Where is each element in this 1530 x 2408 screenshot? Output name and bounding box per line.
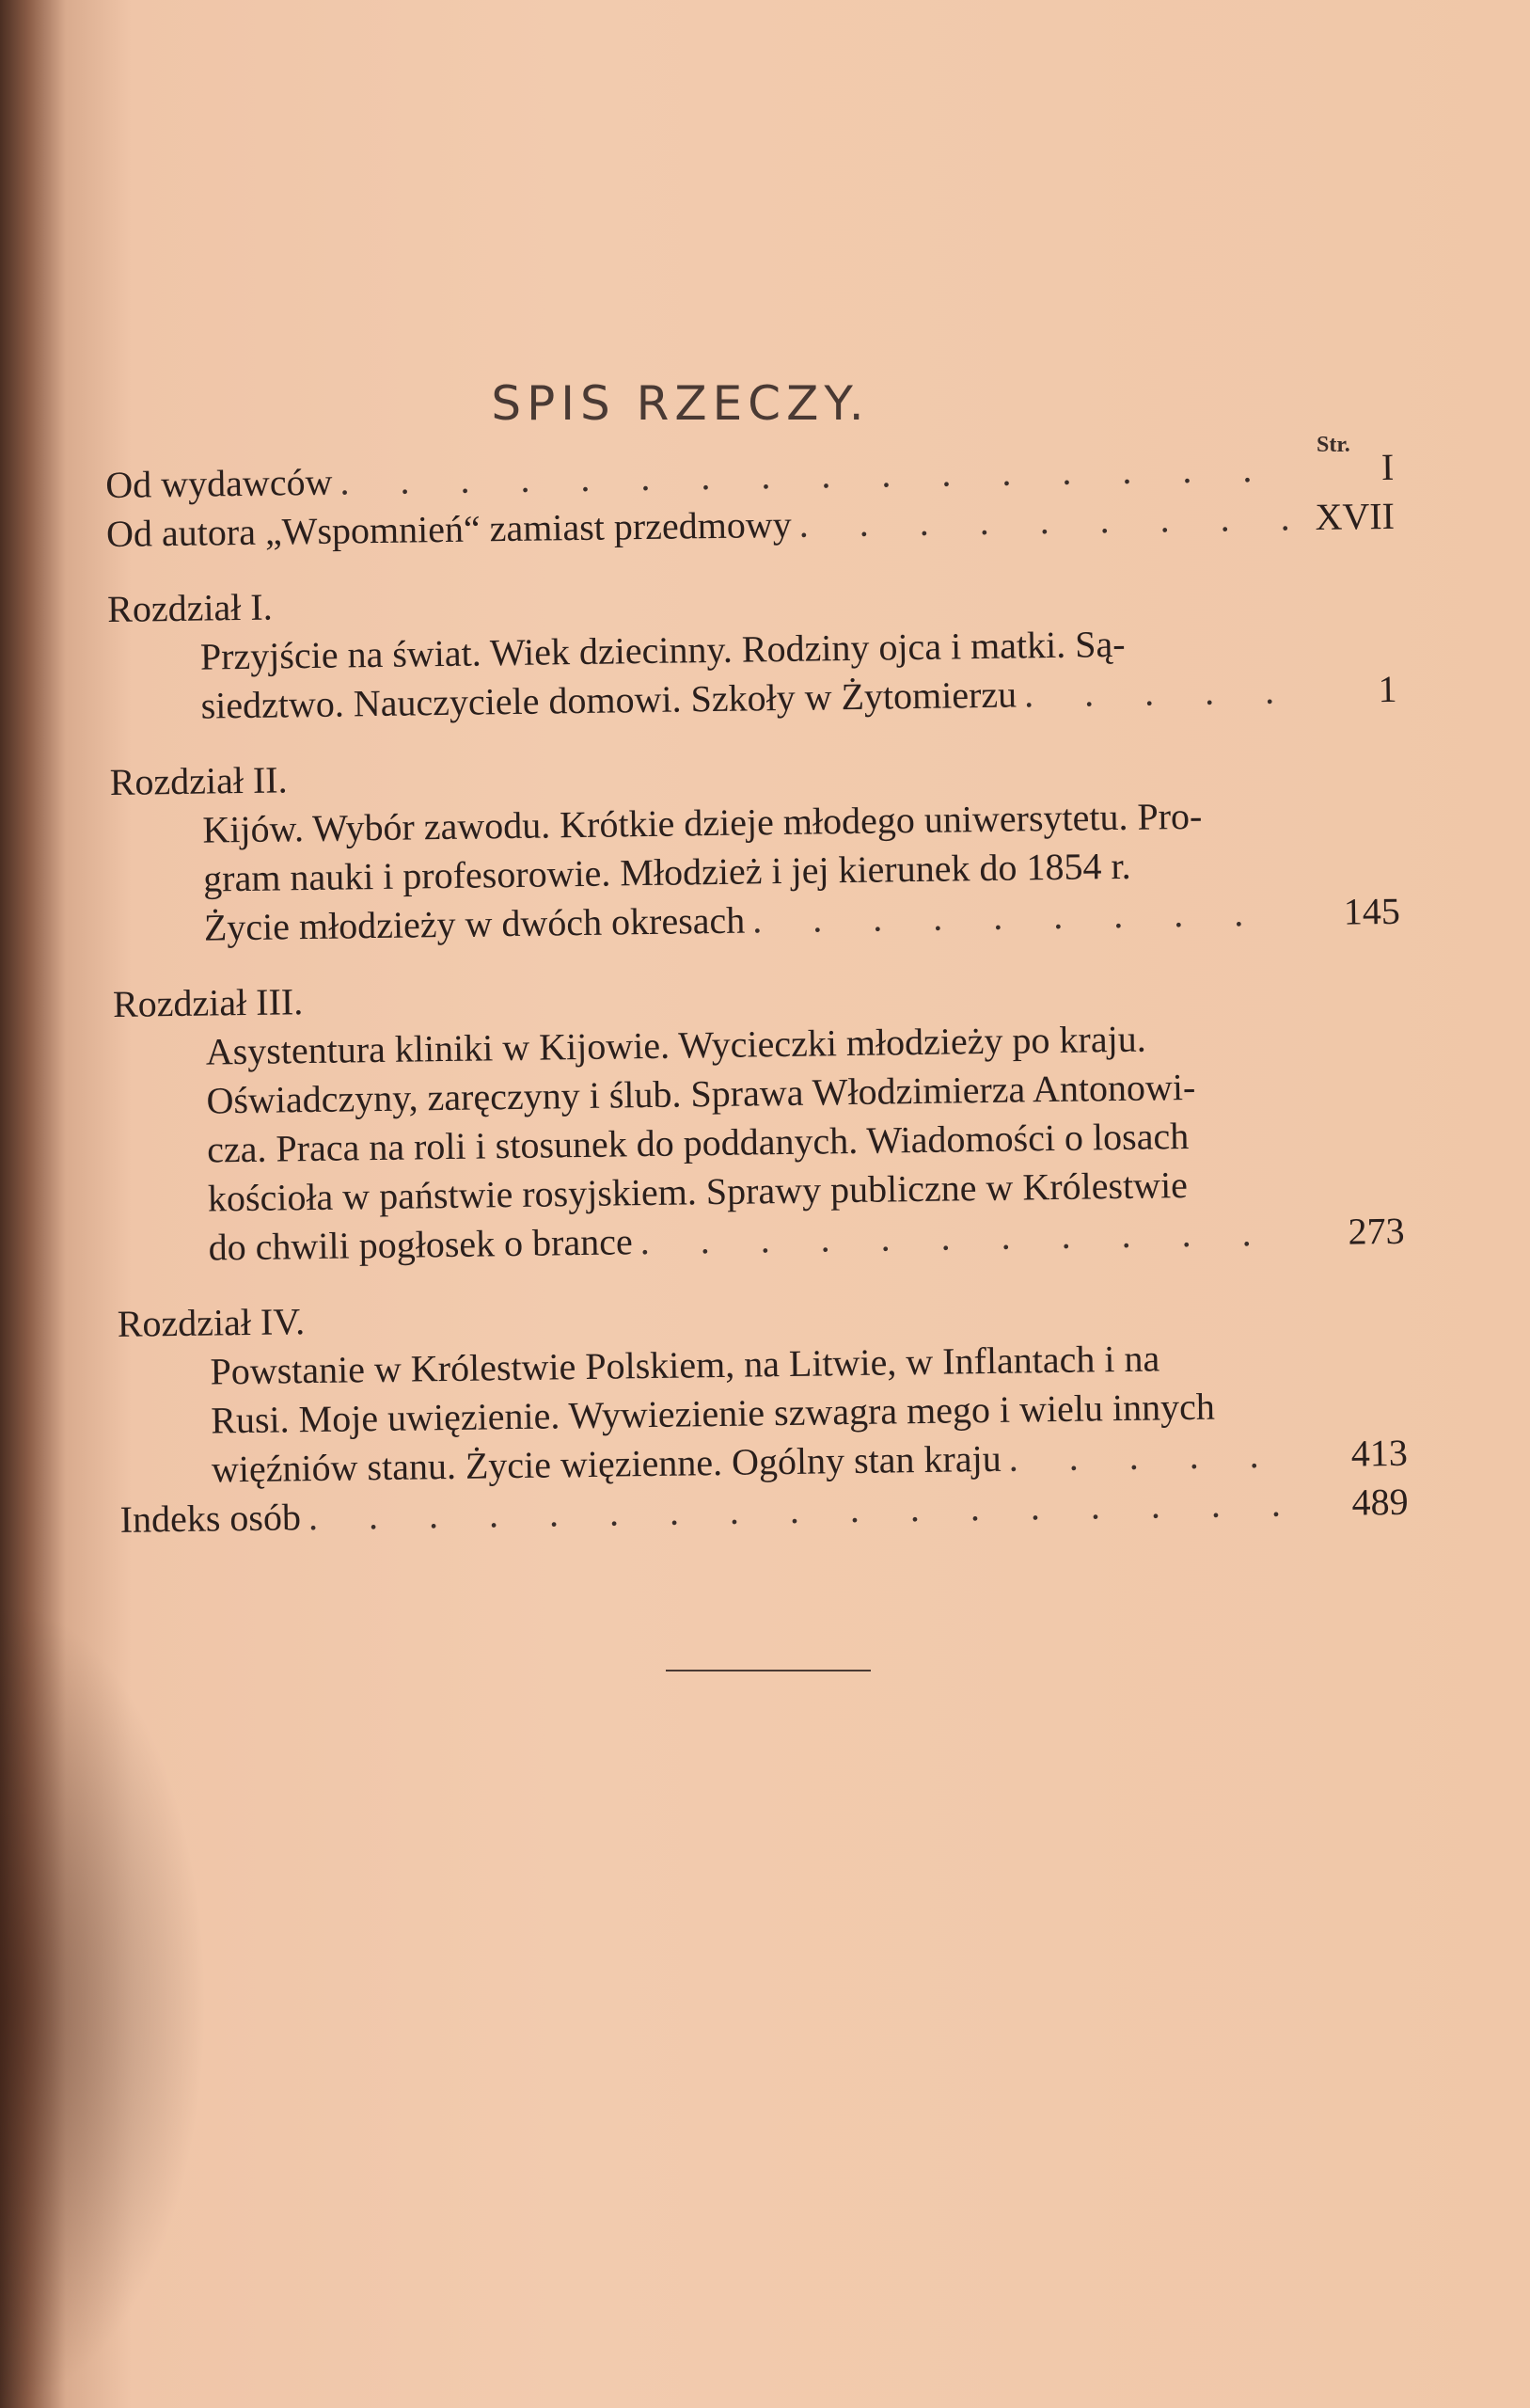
chapter-heading-text: Rozdział I. [106,585,273,630]
summary-text: gram nauki i profesorowie. Młodzież i jej kierunek do 1854 r. [202,844,1131,900]
page-column-label: Str. [1317,433,1350,457]
summary-text: siedztwo. Nauczyciele domowi. Szkoły w Żytomierzu [200,673,1017,727]
chapter-heading-text: Rozdział II. [109,758,288,803]
toc-page-number: I [1380,445,1395,489]
chapter-heading-text: Rozdział IV. [117,1300,306,1345]
table-of-contents [105,443,1409,1545]
summary-text: Przyjście na świat. Wiek dziecinny. Rodziny ojca i matki. Są- [199,622,1126,678]
summary-text: Kijów. Wybór zawodu. Krótkie dzieje młodego uniwersytetu. Pro- [202,794,1203,851]
toc-entry-text: Od autora „Wspomnień“ zamiast przedmowy [105,502,792,555]
toc-page-number: XVII [1315,494,1396,539]
toc-page-number: 273 [1348,1209,1405,1253]
chapter-heading-text: Rozdział III. [112,980,304,1025]
summary-text: Powstanie w Królestwie Polskiem, na Litwie, w Inflantach i na [210,1337,1160,1393]
toc-page-number: 145 [1343,889,1401,933]
summary-text: Asystentura kliniki w Kijowie. Wycieczki młodzieży po kraju. [205,1017,1146,1073]
page-title: SPIS RZECZY. [491,376,870,431]
summary-text: Oświadczyny, zaręczyny i ślub. Sprawa Włodzimierza Antonowi- [206,1065,1196,1122]
toc-page-number: 413 [1350,1431,1409,1475]
summary-text: więźniów stanu. Życie więzienne. Ogólny stan kraju [211,1436,1002,1491]
end-rule [666,1670,871,1671]
summary-text: Życie młodzieży w dwóch okresach [203,898,746,949]
summary-text: do chwili pogłosek o brance [208,1220,633,1269]
toc-entry-text: Indeks osób [119,1496,302,1541]
summary-text: Rusi. Moje uwięzienie. Wywiezienie szwagra mego i wielu innych [210,1385,1216,1442]
dot-leader [798,493,1291,548]
summary-text: kościoła w państwie rosyjskiem. Sprawy publiczne w Królestwie [207,1164,1189,1220]
summary-text: cza. Praca na roli i stosunek do poddanych. Wiadomości o losach [206,1114,1190,1171]
dot-leader [752,888,1297,944]
dot-leader [1024,666,1294,719]
toc-page-number: 1 [1378,667,1397,711]
dot-leader [1008,1430,1304,1482]
dot-leader [639,1208,1301,1266]
toc-page-number: 489 [1351,1480,1409,1524]
toc-entry-text: Od wydawców [105,460,333,506]
